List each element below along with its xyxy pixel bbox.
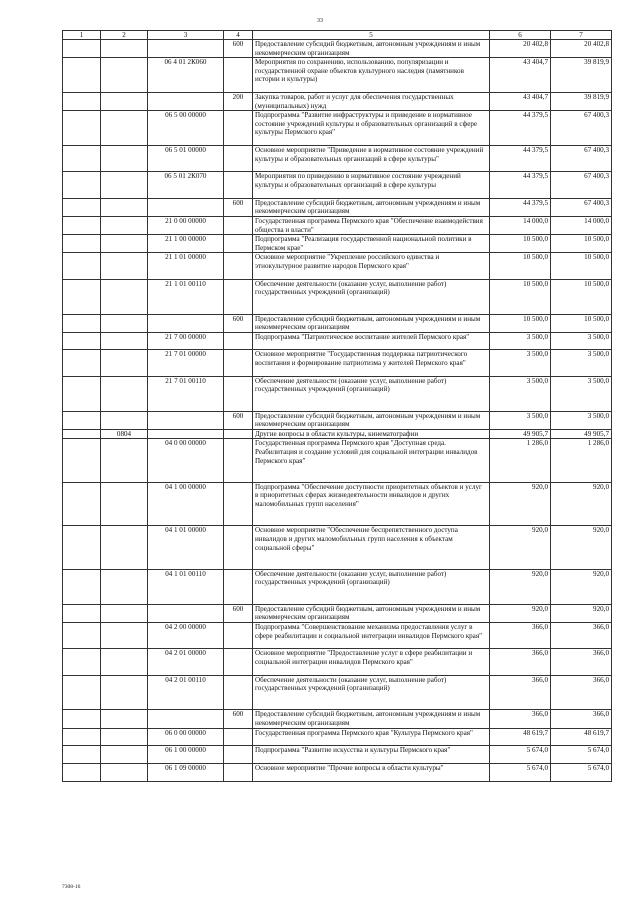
header-cell: 5 bbox=[253, 31, 490, 40]
cell-amount-year2: 920,0 bbox=[551, 482, 612, 526]
cell-subsection bbox=[101, 314, 148, 332]
cell-subsection bbox=[101, 253, 148, 279]
cell-amount-year2: 67 400,3 bbox=[551, 146, 612, 172]
cell-subsection bbox=[101, 649, 148, 675]
cell-subsection bbox=[101, 146, 148, 172]
cell-amount-year2: 20 402,8 bbox=[551, 40, 612, 58]
header-cell: 1 bbox=[63, 31, 101, 40]
cell-section bbox=[63, 40, 101, 58]
cell-description: Предоставление субсидий бюджетным, автономным учреждениям и иным некоммерческим организациям bbox=[253, 710, 490, 728]
cell-expense-type bbox=[224, 429, 253, 439]
cell-section bbox=[63, 526, 101, 570]
cell-description: Обеспечение деятельности (оказание услуг, выполнение работ) государственных учреждений (организаций) bbox=[253, 569, 490, 604]
cell-subsection bbox=[101, 93, 148, 111]
cell-expense-type bbox=[224, 675, 253, 710]
cell-expense-type: 600 bbox=[224, 411, 253, 429]
cell-amount-year2: 67 400,3 bbox=[551, 111, 612, 146]
cell-amount-year1: 920,0 bbox=[490, 604, 551, 622]
cell-description: Подпрограмма "Реализация государственной национальной политики в Пермском крае" bbox=[253, 235, 490, 253]
table-row bbox=[63, 675, 612, 710]
cell-amount-year2: 366,0 bbox=[551, 622, 612, 648]
cell-amount-year2: 1 286,0 bbox=[551, 439, 612, 483]
cell-expense-type bbox=[224, 279, 253, 314]
cell-amount-year1: 20 402,8 bbox=[490, 40, 551, 58]
table-row bbox=[63, 253, 612, 279]
cell-section bbox=[63, 58, 101, 93]
cell-amount-year2: 366,0 bbox=[551, 710, 612, 728]
cell-section bbox=[63, 439, 101, 483]
cell-amount-year2: 10 500,0 bbox=[551, 279, 612, 314]
table-row bbox=[63, 482, 612, 526]
cell-section bbox=[63, 649, 101, 675]
cell-amount-year2: 3 500,0 bbox=[551, 376, 612, 411]
cell-target-article bbox=[148, 93, 224, 111]
cell-subsection bbox=[101, 526, 148, 570]
cell-amount-year2: 10 500,0 bbox=[551, 253, 612, 279]
cell-target-article: 06 5 01 00000 bbox=[148, 146, 224, 172]
cell-target-article: 21 0 00 00000 bbox=[148, 216, 224, 234]
cell-subsection bbox=[101, 569, 148, 604]
cell-amount-year2: 920,0 bbox=[551, 569, 612, 604]
cell-subsection bbox=[101, 763, 148, 781]
cell-description: Мероприятия по сохранению, использованию, популяризации и государственной охране объектов культурного наследия (памятников истории и культуры) bbox=[253, 58, 490, 93]
cell-expense-type: 600 bbox=[224, 604, 253, 622]
cell-section bbox=[63, 198, 101, 216]
cell-amount-year1: 49 905,7 bbox=[490, 429, 551, 439]
cell-expense-type bbox=[224, 58, 253, 93]
cell-target-article bbox=[148, 40, 224, 58]
cell-subsection bbox=[101, 675, 148, 710]
cell-expense-type bbox=[224, 482, 253, 526]
cell-description: Обеспечение деятельности (оказание услуг, выполнение работ) государственных учреждений (организаций) bbox=[253, 675, 490, 710]
cell-expense-type bbox=[224, 649, 253, 675]
table-row bbox=[63, 746, 612, 764]
cell-target-article: 21 7 01 00000 bbox=[148, 350, 224, 376]
cell-amount-year2: 366,0 bbox=[551, 649, 612, 675]
cell-section bbox=[63, 314, 101, 332]
cell-subsection bbox=[101, 728, 148, 746]
cell-subsection bbox=[101, 172, 148, 198]
table-row bbox=[63, 411, 612, 429]
cell-subsection bbox=[101, 40, 148, 58]
cell-expense-type: 600 bbox=[224, 710, 253, 728]
cell-description: Основное мероприятие "Предоставление услуг в сфере реабилитации и социальной интеграции инвалидов Пермского края" bbox=[253, 649, 490, 675]
table-row bbox=[63, 279, 612, 314]
table-row bbox=[63, 93, 612, 111]
table-row bbox=[63, 314, 612, 332]
cell-description: Подпрограмма "Обеспечение доступности приоритетных объектов и услуг в приоритетных сферах жизнедеятельности инвалидов и других маломобильных групп населения" bbox=[253, 482, 490, 526]
cell-subsection bbox=[101, 332, 148, 350]
cell-amount-year1: 1 286,0 bbox=[490, 439, 551, 483]
cell-target-article bbox=[148, 429, 224, 439]
cell-amount-year2: 10 500,0 bbox=[551, 235, 612, 253]
cell-target-article: 21 1 01 00110 bbox=[148, 279, 224, 314]
cell-section bbox=[63, 172, 101, 198]
cell-section bbox=[63, 728, 101, 746]
cell-expense-type bbox=[224, 526, 253, 570]
cell-expense-type: 600 bbox=[224, 198, 253, 216]
cell-expense-type bbox=[224, 146, 253, 172]
cell-description: Подпрограмма "Совершенствование механизма предоставления услуг в сфере реабилитации и социальной интеграции инвалидов Пермского края" bbox=[253, 622, 490, 648]
cell-amount-year1: 44 379,5 bbox=[490, 198, 551, 216]
table-row bbox=[63, 198, 612, 216]
cell-target-article bbox=[148, 604, 224, 622]
cell-section bbox=[63, 235, 101, 253]
cell-amount-year1: 43 404,7 bbox=[490, 58, 551, 93]
cell-target-article bbox=[148, 198, 224, 216]
cell-amount-year1: 366,0 bbox=[490, 622, 551, 648]
cell-description: Обеспечение деятельности (оказание услуг, выполнение работ) государственных учреждений (организаций) bbox=[253, 279, 490, 314]
cell-amount-year1: 366,0 bbox=[490, 649, 551, 675]
cell-subsection bbox=[101, 439, 148, 483]
cell-subsection bbox=[101, 376, 148, 411]
cell-expense-type bbox=[224, 569, 253, 604]
cell-description: Предоставление субсидий бюджетным, автономным учреждениям и иным некоммерческим организациям bbox=[253, 411, 490, 429]
cell-amount-year1: 3 500,0 bbox=[490, 376, 551, 411]
cell-description: Основное мероприятие "Укрепление российского единства и этнокультурное развитие народов Пермского края" bbox=[253, 253, 490, 279]
table-row bbox=[63, 216, 612, 234]
page-number: 33 bbox=[317, 18, 323, 24]
cell-subsection bbox=[101, 111, 148, 146]
cell-amount-year1: 10 500,0 bbox=[490, 253, 551, 279]
cell-expense-type bbox=[224, 439, 253, 483]
cell-description: Предоставление субсидий бюджетным, автономным учреждениям и иным некоммерческим организациям bbox=[253, 40, 490, 58]
table-row bbox=[63, 429, 612, 439]
cell-amount-year2: 920,0 bbox=[551, 604, 612, 622]
cell-target-article bbox=[148, 710, 224, 728]
cell-section bbox=[63, 604, 101, 622]
cell-description: Закупка товаров, работ и услуг для обеспечения государственных (муниципальных) нужд bbox=[253, 93, 490, 111]
cell-expense-type bbox=[224, 216, 253, 234]
table-row bbox=[63, 649, 612, 675]
cell-section bbox=[63, 146, 101, 172]
cell-section bbox=[63, 350, 101, 376]
cell-expense-type bbox=[224, 172, 253, 198]
cell-section bbox=[63, 93, 101, 111]
cell-amount-year1: 5 674,0 bbox=[490, 746, 551, 764]
table-row bbox=[63, 235, 612, 253]
cell-target-article: 06 1 09 00000 bbox=[148, 763, 224, 781]
table-row bbox=[63, 146, 612, 172]
cell-amount-year2: 49 905,7 bbox=[551, 429, 612, 439]
cell-description: Предоставление субсидий бюджетным, автономным учреждениям и иным некоммерческим организациям bbox=[253, 604, 490, 622]
cell-description: Основное мероприятие "Прочие вопросы в области культуры" bbox=[253, 763, 490, 781]
header-cell: 6 bbox=[490, 31, 551, 40]
cell-amount-year1: 366,0 bbox=[490, 675, 551, 710]
cell-description: Обеспечение деятельности (оказание услуг, выполнение работ) государственных учреждений (организаций) bbox=[253, 376, 490, 411]
cell-subsection bbox=[101, 622, 148, 648]
table-row bbox=[63, 58, 612, 93]
cell-expense-type bbox=[224, 235, 253, 253]
cell-target-article: 04 1 01 00110 bbox=[148, 569, 224, 604]
footer-code: 7308-16 bbox=[62, 884, 81, 890]
cell-amount-year1: 920,0 bbox=[490, 526, 551, 570]
cell-section bbox=[63, 763, 101, 781]
table-row bbox=[63, 569, 612, 604]
cell-description: Государственная программа Пермского края "Доступная среда. Реабилитация и создание условий для социальной интеграции инвалидов Пермского края" bbox=[253, 439, 490, 483]
cell-amount-year2: 10 500,0 bbox=[551, 314, 612, 332]
table-row bbox=[63, 622, 612, 648]
cell-expense-type bbox=[224, 763, 253, 781]
cell-expense-type bbox=[224, 253, 253, 279]
cell-target-article: 06 0 00 00000 bbox=[148, 728, 224, 746]
cell-amount-year1: 43 404,7 bbox=[490, 93, 551, 111]
cell-description: Другие вопросы в области культуры, кинематографии bbox=[253, 429, 490, 439]
cell-expense-type bbox=[224, 728, 253, 746]
cell-amount-year2: 3 500,0 bbox=[551, 411, 612, 429]
cell-section bbox=[63, 569, 101, 604]
cell-amount-year2: 39 819,9 bbox=[551, 93, 612, 111]
cell-description: Предоставление субсидий бюджетным, автономным учреждениям и иным некоммерческим организациям bbox=[253, 198, 490, 216]
table-row bbox=[63, 40, 612, 58]
cell-expense-type: 600 bbox=[224, 40, 253, 58]
cell-amount-year1: 48 619,7 bbox=[490, 728, 551, 746]
cell-subsection bbox=[101, 411, 148, 429]
cell-amount-year1: 5 674,0 bbox=[490, 763, 551, 781]
cell-section bbox=[63, 411, 101, 429]
table-row bbox=[63, 439, 612, 483]
table-row bbox=[63, 728, 612, 746]
header-cell: 2 bbox=[101, 31, 148, 40]
cell-amount-year1: 3 500,0 bbox=[490, 411, 551, 429]
cell-section bbox=[63, 429, 101, 439]
cell-description: Государственная программа Пермского края "Культура Пермского края" bbox=[253, 728, 490, 746]
table-row bbox=[63, 111, 612, 146]
header-cell: 4 bbox=[224, 31, 253, 40]
cell-expense-type bbox=[224, 376, 253, 411]
cell-expense-type bbox=[224, 622, 253, 648]
cell-section bbox=[63, 253, 101, 279]
cell-subsection: 0804 bbox=[101, 429, 148, 439]
cell-amount-year1: 44 379,5 bbox=[490, 111, 551, 146]
cell-amount-year2: 67 400,3 bbox=[551, 198, 612, 216]
cell-amount-year1: 366,0 bbox=[490, 710, 551, 728]
cell-amount-year2: 5 674,0 bbox=[551, 746, 612, 764]
table-row bbox=[63, 763, 612, 781]
cell-target-article: 04 0 00 00000 bbox=[148, 439, 224, 483]
cell-target-article: 04 2 01 00110 bbox=[148, 675, 224, 710]
cell-target-article: 06 1 00 00000 bbox=[148, 746, 224, 764]
cell-section bbox=[63, 482, 101, 526]
cell-subsection bbox=[101, 235, 148, 253]
cell-subsection bbox=[101, 216, 148, 234]
table-row bbox=[63, 376, 612, 411]
cell-section bbox=[63, 622, 101, 648]
cell-description: Государственная программа Пермского края "Обеспечение взаимодействия общества и власти" bbox=[253, 216, 490, 234]
table-row bbox=[63, 710, 612, 728]
cell-amount-year1: 920,0 bbox=[490, 569, 551, 604]
cell-target-article: 04 1 00 00000 bbox=[148, 482, 224, 526]
cell-subsection bbox=[101, 710, 148, 728]
cell-amount-year1: 920,0 bbox=[490, 482, 551, 526]
cell-target-article: 04 2 00 00000 bbox=[148, 622, 224, 648]
header-cell: 7 bbox=[551, 31, 612, 40]
cell-subsection bbox=[101, 350, 148, 376]
cell-description: Основное мероприятие "Приведение в нормативное состояние учреждений культуры и образовательных организаций в сфере культуры" bbox=[253, 146, 490, 172]
cell-amount-year1: 10 500,0 bbox=[490, 314, 551, 332]
cell-description: Подпрограмма "Развитие инфраструктуры и приведение в нормативное состояние учреждений культуры и образовательных организаций в сфере культуры Пермского края" bbox=[253, 111, 490, 146]
cell-amount-year1: 14 000,0 bbox=[490, 216, 551, 234]
cell-description: Основное мероприятие "Обеспечение беспрепятственного доступа инвалидов и других маломобильных групп населения к объектам социальной сферы" bbox=[253, 526, 490, 570]
cell-expense-type bbox=[224, 350, 253, 376]
cell-description: Подпрограмма "Развитие искусства и культуры Пермского края" bbox=[253, 746, 490, 764]
cell-section bbox=[63, 710, 101, 728]
cell-amount-year1: 44 379,5 bbox=[490, 172, 551, 198]
cell-amount-year2: 3 500,0 bbox=[551, 332, 612, 350]
cell-amount-year1: 3 500,0 bbox=[490, 350, 551, 376]
table-row bbox=[63, 526, 612, 570]
cell-target-article: 21 7 01 00110 bbox=[148, 376, 224, 411]
cell-target-article bbox=[148, 411, 224, 429]
cell-section bbox=[63, 675, 101, 710]
cell-subsection bbox=[101, 58, 148, 93]
cell-amount-year1: 3 500,0 bbox=[490, 332, 551, 350]
cell-subsection bbox=[101, 746, 148, 764]
cell-section bbox=[63, 279, 101, 314]
cell-target-article: 06 4 01 2К060 bbox=[148, 58, 224, 93]
table-row bbox=[63, 172, 612, 198]
cell-expense-type: 200 bbox=[224, 93, 253, 111]
cell-expense-type bbox=[224, 332, 253, 350]
table-row bbox=[63, 604, 612, 622]
table-row bbox=[63, 332, 612, 350]
cell-amount-year2: 39 819,9 bbox=[551, 58, 612, 93]
cell-target-article: 21 1 00 00000 bbox=[148, 235, 224, 253]
cell-expense-type bbox=[224, 746, 253, 764]
cell-target-article: 21 7 00 00000 bbox=[148, 332, 224, 350]
cell-section bbox=[63, 111, 101, 146]
cell-description: Мероприятия по приведению в нормативное состояние учреждений культуры и образовательных организаций в сфере культуры bbox=[253, 172, 490, 198]
cell-amount-year1: 10 500,0 bbox=[490, 279, 551, 314]
cell-amount-year2: 48 619,7 bbox=[551, 728, 612, 746]
cell-subsection bbox=[101, 279, 148, 314]
cell-target-article: 21 1 01 00000 bbox=[148, 253, 224, 279]
table-row bbox=[63, 350, 612, 376]
cell-amount-year2: 67 400,3 bbox=[551, 172, 612, 198]
cell-amount-year2: 3 500,0 bbox=[551, 350, 612, 376]
cell-amount-year2: 14 000,0 bbox=[551, 216, 612, 234]
cell-target-article: 04 1 01 00000 bbox=[148, 526, 224, 570]
cell-description: Основное мероприятие "Государственная поддержка патриотического воспитания и формирование патриотизма у жителей Пермского края" bbox=[253, 350, 490, 376]
cell-expense-type: 600 bbox=[224, 314, 253, 332]
cell-subsection bbox=[101, 604, 148, 622]
cell-description: Подпрограмма "Патриотическое воспитание жителей Пермского края" bbox=[253, 332, 490, 350]
cell-amount-year1: 10 500,0 bbox=[490, 235, 551, 253]
cell-description: Предоставление субсидий бюджетным, автономным учреждениям и иным некоммерческим организациям bbox=[253, 314, 490, 332]
cell-target-article: 06 5 01 2К070 bbox=[148, 172, 224, 198]
cell-target-article: 04 2 01 00000 bbox=[148, 649, 224, 675]
budget-table bbox=[62, 30, 612, 782]
cell-section bbox=[63, 746, 101, 764]
cell-section bbox=[63, 216, 101, 234]
cell-amount-year2: 5 674,0 bbox=[551, 763, 612, 781]
cell-expense-type bbox=[224, 111, 253, 146]
header-cell: 3 bbox=[148, 31, 224, 40]
cell-amount-year1: 44 379,5 bbox=[490, 146, 551, 172]
table-header-row bbox=[63, 31, 612, 40]
cell-target-article bbox=[148, 314, 224, 332]
cell-subsection bbox=[101, 198, 148, 216]
cell-subsection bbox=[101, 482, 148, 526]
cell-amount-year2: 920,0 bbox=[551, 526, 612, 570]
cell-section bbox=[63, 376, 101, 411]
cell-amount-year2: 366,0 bbox=[551, 675, 612, 710]
cell-section bbox=[63, 332, 101, 350]
cell-target-article: 06 5 00 00000 bbox=[148, 111, 224, 146]
